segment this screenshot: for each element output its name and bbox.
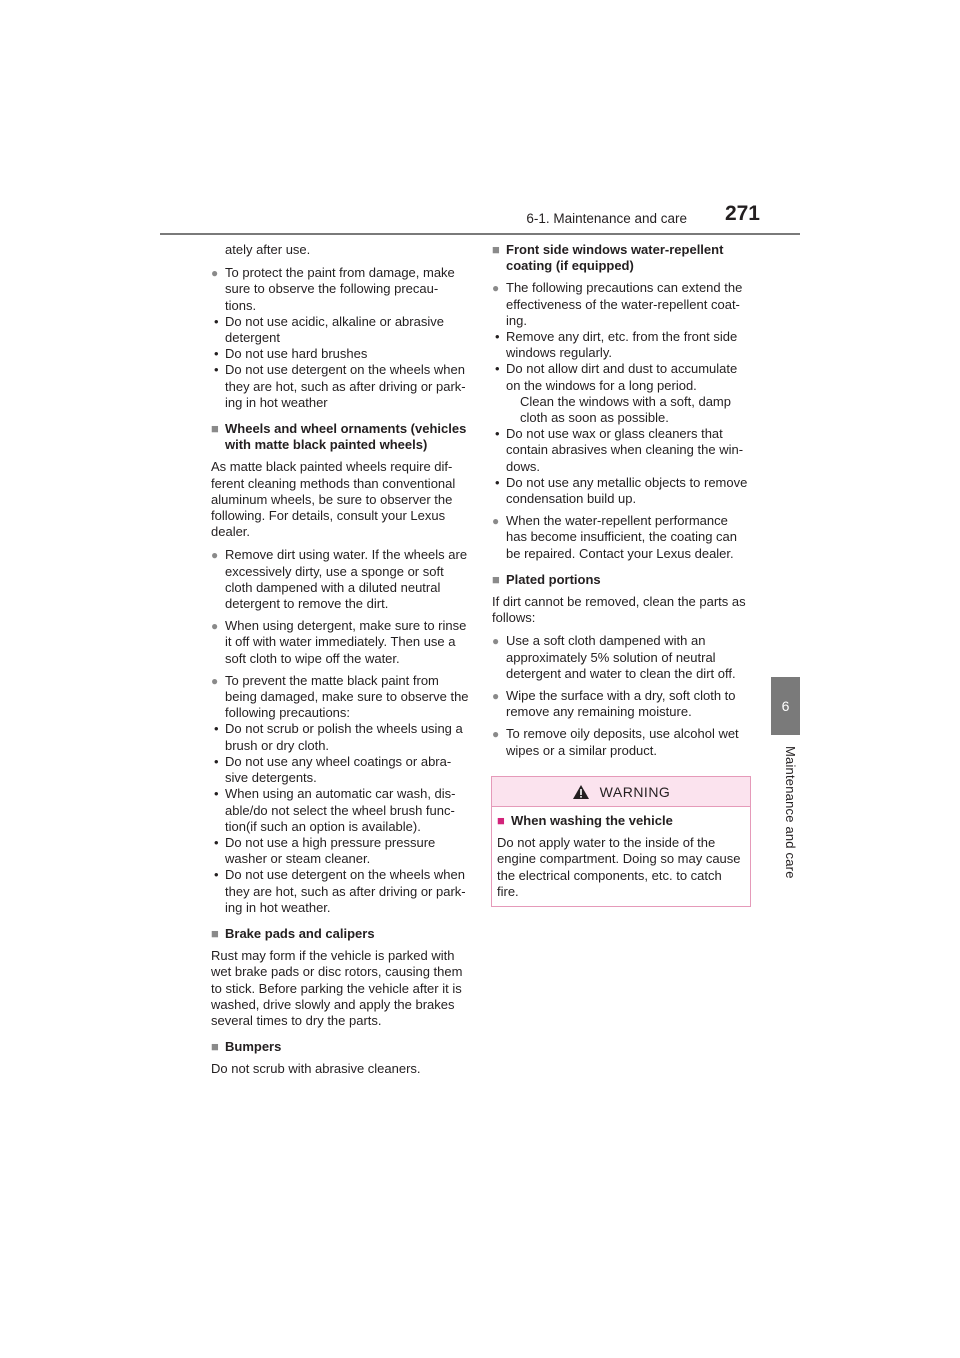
paragraph: As matte black painted wheels require dif- ferent cleaning methods than conventional aluminum wheels, be sure to observer the following. For details, consult your Lexus dealer. [211,459,456,540]
dot-icon: • [214,834,219,850]
list-item: ● Remove dirt using water. If the wheels are excessively dirty, use a sponge or soft cloth dampened with a diluted neutral detergent to remove the dirt. [211,547,468,612]
sub-item: • Remove any dirt, etc. from the front side windows regularly. [495,329,738,361]
right-column [492,242,751,765]
dot-icon: • [214,867,219,883]
warning-header [492,777,750,807]
square-icon: ■ [492,242,500,257]
section-heading: ■ Brake pads and calipers [211,925,375,941]
dot-icon: • [214,313,219,329]
list-item: ● Use a soft cloth dampened with an approximately 5% solution of neutral detergent and water to clean the dirt off. [492,633,736,681]
list-item: ● Wipe the surface with a dry, soft cloth to remove any remaining moisture. [492,688,736,720]
dot-icon: • [214,786,219,802]
warning-body [492,807,750,900]
dot-icon: • [495,474,500,490]
list-item: ● To protect the paint from damage, make sure to observe the following precau- tions. • Do not use acidic, alkaline or abrasive detergent • Do not use hard brushes • Do not use detergent on the wheels when they are hot, such as after driving or park- ing in hot weather [211,265,469,411]
paragraph: If dirt cannot be removed, clean the parts as follows: [492,594,746,626]
circle-icon: ● [492,514,500,529]
warning-triangle-icon [572,784,590,800]
dot-icon: • [214,346,219,362]
section-heading: ■ Wheels and wheel ornaments (vehicles with matte black painted wheels) [211,421,467,453]
circle-icon: ● [492,727,500,742]
dot-icon: • [495,361,500,377]
dot-icon: • [495,426,500,442]
page-number: 271 [724,202,760,225]
square-icon: ■ [211,1039,219,1055]
sub-item: • Do not use a high pressure pressure washer or steam cleaner. [214,834,436,867]
section-heading: ■ Front side windows water-repellent coating (if equipped) [492,242,724,274]
header-rule [160,233,800,235]
square-icon: ■ [211,925,219,941]
warning-heading: ■ When washing the vehicle [497,813,673,828]
chapter-number: 6 [781,698,790,714]
section-title: 6-1. Maintenance and care [526,211,687,226]
list-item: ● To prevent the matte black paint from being damaged, make sure to observe the following precautions: • Do not scrub or polish the wheels using a brush or dry cloth. • Do not use any wheel coatings or abra-sive detergents. • When using an automatic car wash, dis-able/do not select the wheel brush func-tion(if such an option is available). • Do not use a high pressure pressure washer or steam cleaner. • Do not use detergent on the wheels when they are hot, such as after driving or park-ing in hot weather. [211,672,469,915]
sub-item: • Do not use any metallic objects to remove condensation build up. [495,474,748,507]
section-heading: ■ Plated portions [492,571,601,587]
sub-item: • Do not scrub or polish the wheels using a brush or dry cloth. [214,721,463,753]
square-icon: ■ [497,813,505,828]
circle-icon: ● [492,281,500,296]
sub-item: • Do not use detergent on the wheels when they are hot, such as after driving or park- ing in hot weather [214,362,466,410]
list-item: ● When using detergent, make sure to rinse it off with water immediately. Then use a soft cloth to wipe off the water. [211,618,467,666]
dot-icon: • [214,721,219,737]
list-item: ● When the water-repellent performance has become insufficient, the coating can be repaired. Contact your Lexus dealer. [492,513,738,561]
sub-item: • When using an automatic car wash, dis-able/do not select the wheel brush func-tion(if such an option is available). [214,786,456,834]
chapter-label: Maintenance and care [783,746,798,879]
dot-icon: • [495,329,500,345]
dot-icon: • [214,753,219,769]
sub-item: • Do not use hard brushes [214,346,368,362]
warning-box [491,776,751,907]
left-column [211,242,469,1085]
paragraph: Rust may form if the vehicle is parked with wet brake pads or disc rotors, causing them to stick. Before parking the vehicle after it is washed, drive slowly and apply the brakes several times to dry the parts. [211,948,463,1028]
circle-icon: ● [211,619,219,634]
section-heading: ■ Bumpers [211,1039,282,1055]
sub-item: • Do not allow dirt and dust to accumulate on the windows for a long period. [495,361,738,393]
square-icon: ■ [211,421,219,437]
circle-icon: ● [211,673,219,688]
page-header [160,202,800,235]
sub-item: • Do not use detergent on the wheels when they are hot, such as after driving or park-ing in hot weather. [214,867,466,915]
square-icon: ■ [492,571,500,587]
warning-text: Do not apply water to the inside of the engine compartment. Doing so may cause the electrical components, etc. to catch fire. [497,835,741,899]
list-item: ● The following precautions can extend the effectiveness of the water-repellent coat- ing. • Remove any dirt, etc. from the front side windows regularly. • Do not allow dirt and dust to accumulate on the windows for a long period. Clean the windows with a soft, damp cloth as soon as possible. • Do not use wax or glass cleaners that contain abrasives when cleaning the win- dows. • Do not use any metallic objects to remove condensation build up. [492,280,751,507]
dot-icon: • [214,362,219,378]
list-item: ● To remove oily deposits, use alcohol wet wipes or a similar product. [492,726,739,758]
circle-icon: ● [492,689,500,704]
sub-item-continued: Clean the windows with a soft, damp cloth as soon as possible. [520,393,731,426]
sub-item: • Do not use any wheel coatings or abra-sive detergents. [214,753,452,786]
circle-icon: ● [492,634,500,649]
circle-icon: ● [211,548,219,563]
sub-item: • Do not use wax or glass cleaners that contain abrasives when cleaning the win- dows. [495,426,744,474]
sub-item: • Do not use acidic, alkaline or abrasive detergent [214,313,444,346]
paragraph: Do not scrub with abrasive cleaners. [211,1061,421,1077]
warning-title: WARNING [599,783,671,800]
chapter-tab [771,677,800,735]
circle-icon: ● [211,266,219,281]
continuation-text: ately after use. [225,242,311,257]
